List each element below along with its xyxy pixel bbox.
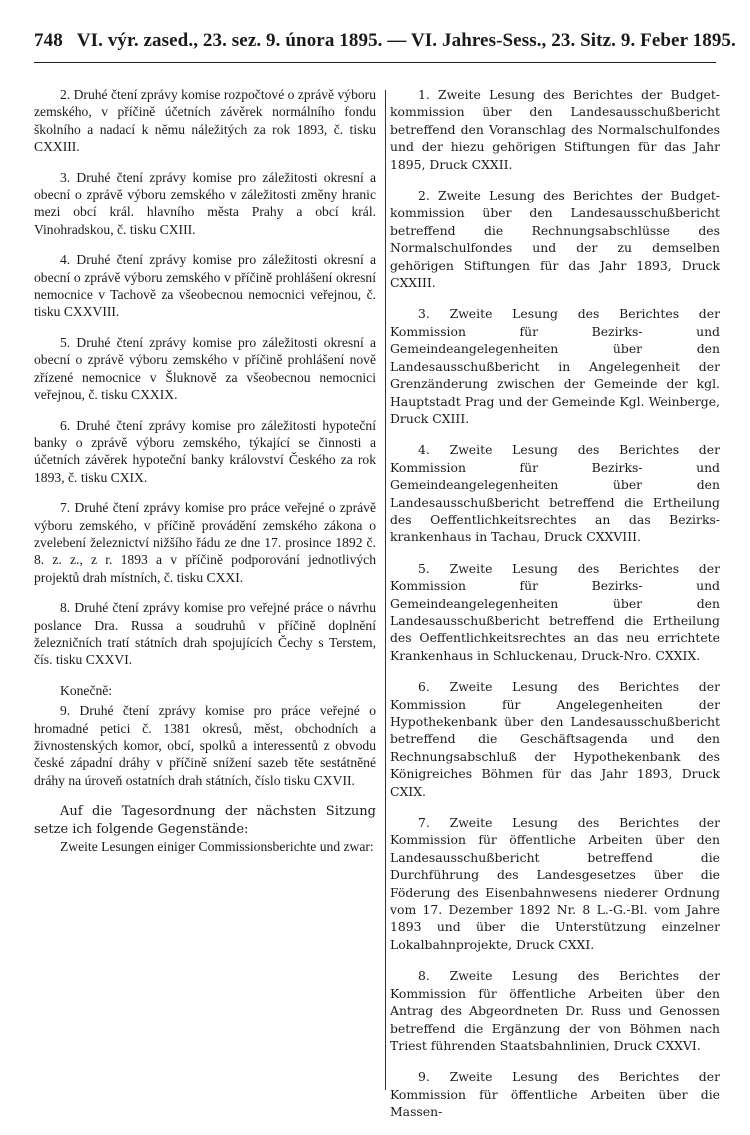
page-header	[34, 30, 736, 60]
czech-item-5: 5. Druhé čtení zprávy komise pro záležitosti okresní a obecní o zprávě výboru zemského v příčině prohlášení nově zřízené nemocnice v Šluknově za všeobecnou nemocnici veřejnou, č. tisku CXXIX.	[34, 334, 376, 403]
german-item-9: 9. Zweite Lesung des Berichtes der Kommission für öffentliche Arbeiten über die Massen-	[390, 1069, 720, 1120]
german-item-3: 3. Zweite Lesung des Berichtes der Kommission für Bezirks- und Gemeindeangelegenheiten über den Landesausschußbericht in Angelegenheit der Grenzänderung zwischen der Gemeinde der kgl. Hauptstadt Prag und der Gemeinde Kgl. Weinberge, Druck CXIII.	[390, 306, 720, 426]
header-title: VI. výr. zased., 23. sez. 9. února 1895. — VI. Jahres-Sess., 23. Sitz. 9. Feber 1895.	[76, 30, 736, 51]
czech-item-4: 4. Druhé čtení zprávy komise pro záležitosti okresní a obecní o zprávě výboru zemského v příčině prohlášení okresní nemocnice v Tachově za všeobecnou nemocnici veřejnou, č. tisku CXXVIII.	[34, 252, 376, 320]
german-agenda-note: Auf die Tagesordnung der nächsten Sitzung setze ich folgende Gegenstände:	[34, 804, 376, 837]
czech-item-3: 3. Druhé čtení zprávy komise pro záležitosti okresní a obecní o zprávě výboru zemského v záležitosti změny hranic mezi obcí král. hlavního města Prahy a obcí král. Vinohradskou, č. tisku CXIII.	[34, 169, 376, 237]
czech-item-8: 8. Druhé čtení zprávy komise pro veřejné práce o návrhu poslance Dra. Russa a soudruhů v příčině doplnění železničních tratí státních drah spojujících Čechy s Terstem, čís. tisku CXXVI.	[34, 600, 376, 668]
column-divider	[385, 90, 386, 1090]
czech-item-7: 7. Druhé čtení zprávy komise pro práce veřejné o zprávě výboru zemského, v příčině provádění zemského zákona o zvelebení železnictví nižšího řádu ze dne 17. prosince 1892 č. 8. z. z., z r. 1893 a v příčině podporování jednotlivých projektů drah místních, č. tisku CXXI.	[34, 500, 376, 585]
german-item-1: 1. Zweite Lesung des Berichtes der Budget-kommission über den Landesausschußbericht betreffend den Voranschlag des Normalschulfondes und der hiezu gehörigen Stiftungen für das Jahr 1895, Druck CXXII.	[390, 87, 720, 172]
german-item-6: 6. Zweite Lesung des Berichtes der Kommission für Angelegenheiten der Hypothekenbank über den Landesausschußbericht betreffend die Geschäftsagenda und den Rechnungsabschluß der Hypothekenbank des Königreiches Böhmen für das Jahr 1893, Druck CXIX.	[390, 679, 720, 799]
german-agenda-note-2: Zweite Lesungen einiger Commissionsberichte und zwar:	[60, 839, 374, 855]
german-item-5: 5. Zweite Lesung des Berichtes der Kommission für Bezirks- und Gemeindeangelegenheiten über den Landesausschußbericht betreffend die Ertheilung des Oeffentlichkeitsrechtes an das neu errichtete Krankenhaus in Schluckenau, Druck-Nro. CXXIX.	[390, 560, 720, 663]
german-column	[390, 86, 720, 1135]
page-number: 748	[34, 30, 63, 51]
czech-item-2: 2. Druhé čtení zprávy komise rozpočtové o zprávě výboru zemského, v příčině účetních závěrek normálního fondu školního a nadací k němu náležitých za rok 1893, č. tisku CXXIII.	[34, 87, 376, 155]
german-item-4: 4. Zweite Lesung des Berichtes der Kommission für Bezirks- und Gemeindeangelegenheiten über den Landesausschußbericht betreffend die Ertheilung des Oeffentlichkeitsrechtes an das Bezirks-krankenhaus in Tachau, Druck CXXVIII.	[390, 442, 720, 545]
german-item-2: 2. Zweite Lesung des Berichtes der Budget-kommission über den Landesausschußbericht betreffend die Rechnungsabschlüsse des Normalschulfondes und der zu demselben gehörigen Stiftungen für das Jahr 1893, Druck CXXIII.	[390, 188, 720, 291]
czech-column	[34, 86, 376, 855]
czech-item-6: 6. Druhé čtení zprávy komise pro záležitosti hypoteční banky o zprávě výboru zemského, týkající se činnosti a účetních závěrek hypoteční banky království Českého za rok 1893, č. tisku CXIX.	[34, 417, 376, 485]
header-rule	[34, 62, 716, 63]
german-item-8: 8. Zweite Lesung des Berichtes der Kommission für öffentliche Arbeiten über den Antrag des Abgeordneten Dr. Russ und Genossen betreffend die Ergänzung der von Böhmen nach Triest führenden Staatsbahnlinien, Druck CXXVI.	[390, 968, 720, 1053]
german-item-7: 7. Zweite Lesung des Berichtes der Kommission für öffentliche Arbeiten über den Landesausschußbericht betreffend die Durchführung des Landesgesetzes über die Föderung des Eisenbahnwesens niederer Ordnung vom 17. Dezember 1892 Nr. 8 L.-G.-Bl. vom Jahre 1893 und über die Unterstützung einzelner Lokalbahnprojekte, Druck CXXI.	[390, 815, 720, 952]
czech-item-9: 9. Druhé čtení zprávy komise pro práce veřejné o hromadné petici č. 1381 okresů, měst, obchodních a živnostenských komor, obcí, spolků a interessentů z obvodu české západní dráhy v příčině snížení sazeb těte sestátněné dráhy na úroveň ostatních drah státních, číslo tisku CXVII.	[34, 703, 376, 788]
czech-konecne: Konečně:	[60, 682, 113, 698]
